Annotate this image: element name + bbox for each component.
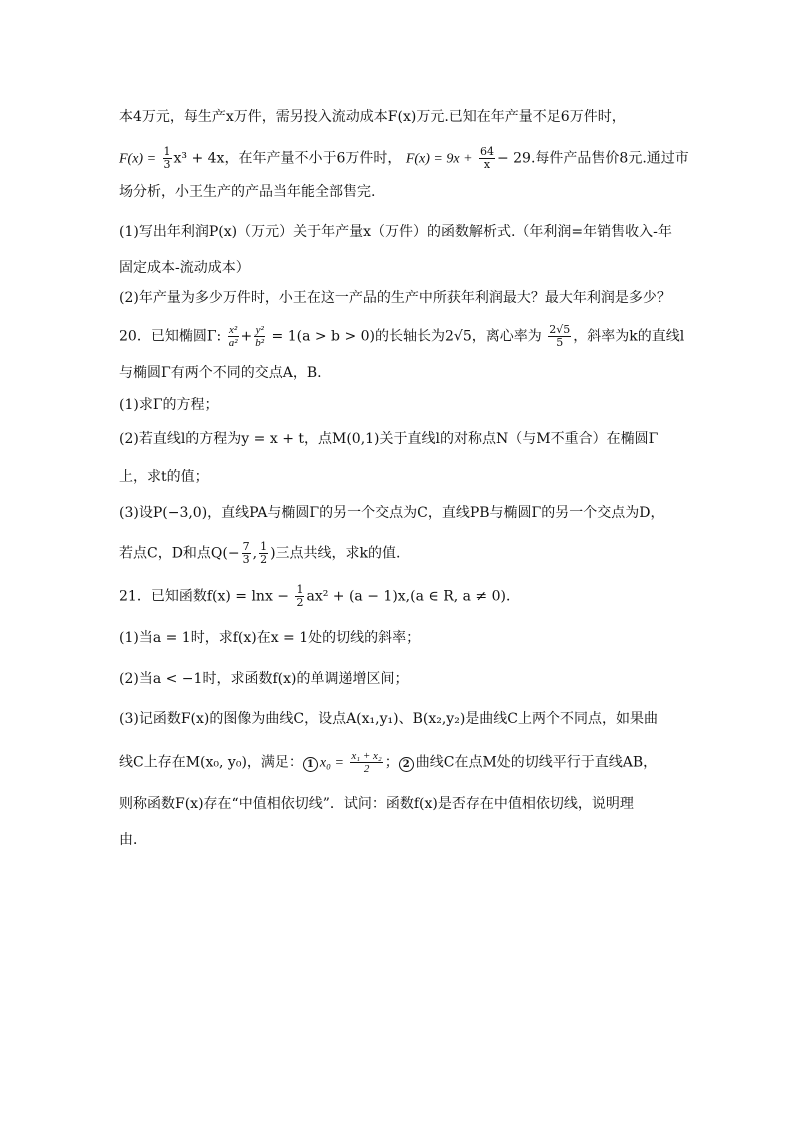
p20-intro: 20．已知椭圆Γ: [119, 328, 222, 345]
p20-question-1: (1)求Γ的方程； [119, 397, 219, 413]
fraction-half: $\frac{1}{2}$ [296, 583, 304, 609]
p21-question-3c: 则称函数F(x)存在“中值相依切线”．试问：函数f(x)是否存在中值相依切线，说明理 [119, 796, 634, 812]
p21-q3b-text2: 曲线C在点M处的切线平行于直线AB， [415, 754, 658, 771]
formula-F-lhs: F(x) = [119, 151, 157, 167]
p20-q3b-text2: )三点共线，求k的值. [270, 545, 401, 562]
p20-question-2a: (2)若直线l的方程为y = x + t，点M(0,1)关于直线l的对称点N（与M不重合）在椭圆Γ [119, 431, 659, 447]
fraction-x2-a2: $\frac{\text{x²}}{\text{a²}}$ [228, 324, 238, 349]
p20-question-3a: (3)设P(−3,0)，直线PA与椭圆Γ的另一个交点为C，直线PB与椭圆Γ的另一个交点为D， [119, 505, 665, 521]
formula-cont-1: x³ + 4x，在年产量不小于6万件时， [173, 150, 402, 167]
p21-q3b-text1: 线C上存在M(x₀, y₀)，满足： [119, 754, 303, 771]
p20-slope-text: ，斜率为k的直线l [573, 328, 685, 345]
fraction-1-2: $\frac{1}{2}$ [260, 540, 268, 566]
p20-question-2b: 上，求t的值； [119, 469, 209, 485]
p19-question-1b: 固定成本-流动成本） [119, 260, 250, 276]
p20-q3b-text1: 若点C，D和点Q(− [119, 545, 240, 562]
p19-question-1a: (1)写出年利润P(x)（万元）关于年产量x（万件）的函数解析式.（年利润=年销售收入-年 [119, 224, 672, 240]
p20-line-2: 与椭圆Γ有两个不同的交点A，B. [119, 365, 322, 381]
p19-line-2 [119, 146, 690, 171]
p21-func-rest: ax² + (a − 1)x,(a ∈ R, a ≠ 0)． [306, 588, 520, 605]
formula-F-rhs: F(x) = 9x + [405, 151, 473, 167]
p21-question-3b [119, 750, 690, 775]
p21-line-1 [119, 584, 690, 609]
p19-line-3: 场分析，小王生产的产品当年能全部售完. [119, 184, 376, 200]
semicolon: ； [384, 754, 399, 771]
fraction-y2-b2: $\frac{\text{y²}}{\text{b²}}$ [255, 324, 265, 349]
p21-question-3a: (3)记函数F(x)的图像为曲线C，设点A(x₁,y₁)、B(x₂,y₂)是曲线C上两个不同点，如果曲 [119, 711, 658, 727]
p21-intro: 21．已知函数f(x) = lnx − [119, 588, 290, 605]
p20-ellipse-cond: = 1(a > b > 0)的长轴长为2√5，离心率为 [271, 328, 542, 345]
fraction-64-x: $\frac{64}{x}$ [479, 145, 494, 171]
p19-question-2: (2)年产量为多少万件时，小王在这一产品的生产中所获年利润最大？最大年利润是多少？ [119, 290, 671, 306]
p20-question-3b [119, 541, 690, 566]
fraction-eccentricity: $\frac{2√5}{5}$ [549, 323, 571, 349]
fraction-1-3: $\frac{1}{3}$ [163, 145, 171, 171]
p19-line-1: 本4万元，每生产x万件，需另投入流动成本F(x)万元.已知在年产量不足6万件时， [119, 109, 626, 125]
p21-question-3d: 由． [119, 832, 147, 848]
fraction-7-3: $\frac{7}{3}$ [242, 540, 250, 566]
circled-number-1: 1 [303, 757, 318, 772]
p21-question-2: (2)当a < −1时，求函数f(x)的单调递增区间； [119, 671, 409, 687]
p21-midpoint-lhs: x₀ = [319, 755, 344, 771]
p21-question-1: (1)当a = 1时，求f(x)在x = 1处的切线的斜率； [119, 630, 421, 646]
circled-number-2: 2 [399, 757, 414, 772]
plus-sign: + [240, 328, 253, 345]
p20-line-1 [119, 324, 690, 349]
comma: , [252, 545, 258, 562]
formula-cont-2: − 29.每件产品售价8元.通过市 [496, 150, 689, 167]
fraction-midpoint: $\frac{\text{x₁ + x₂}}{2}$ [351, 750, 382, 775]
